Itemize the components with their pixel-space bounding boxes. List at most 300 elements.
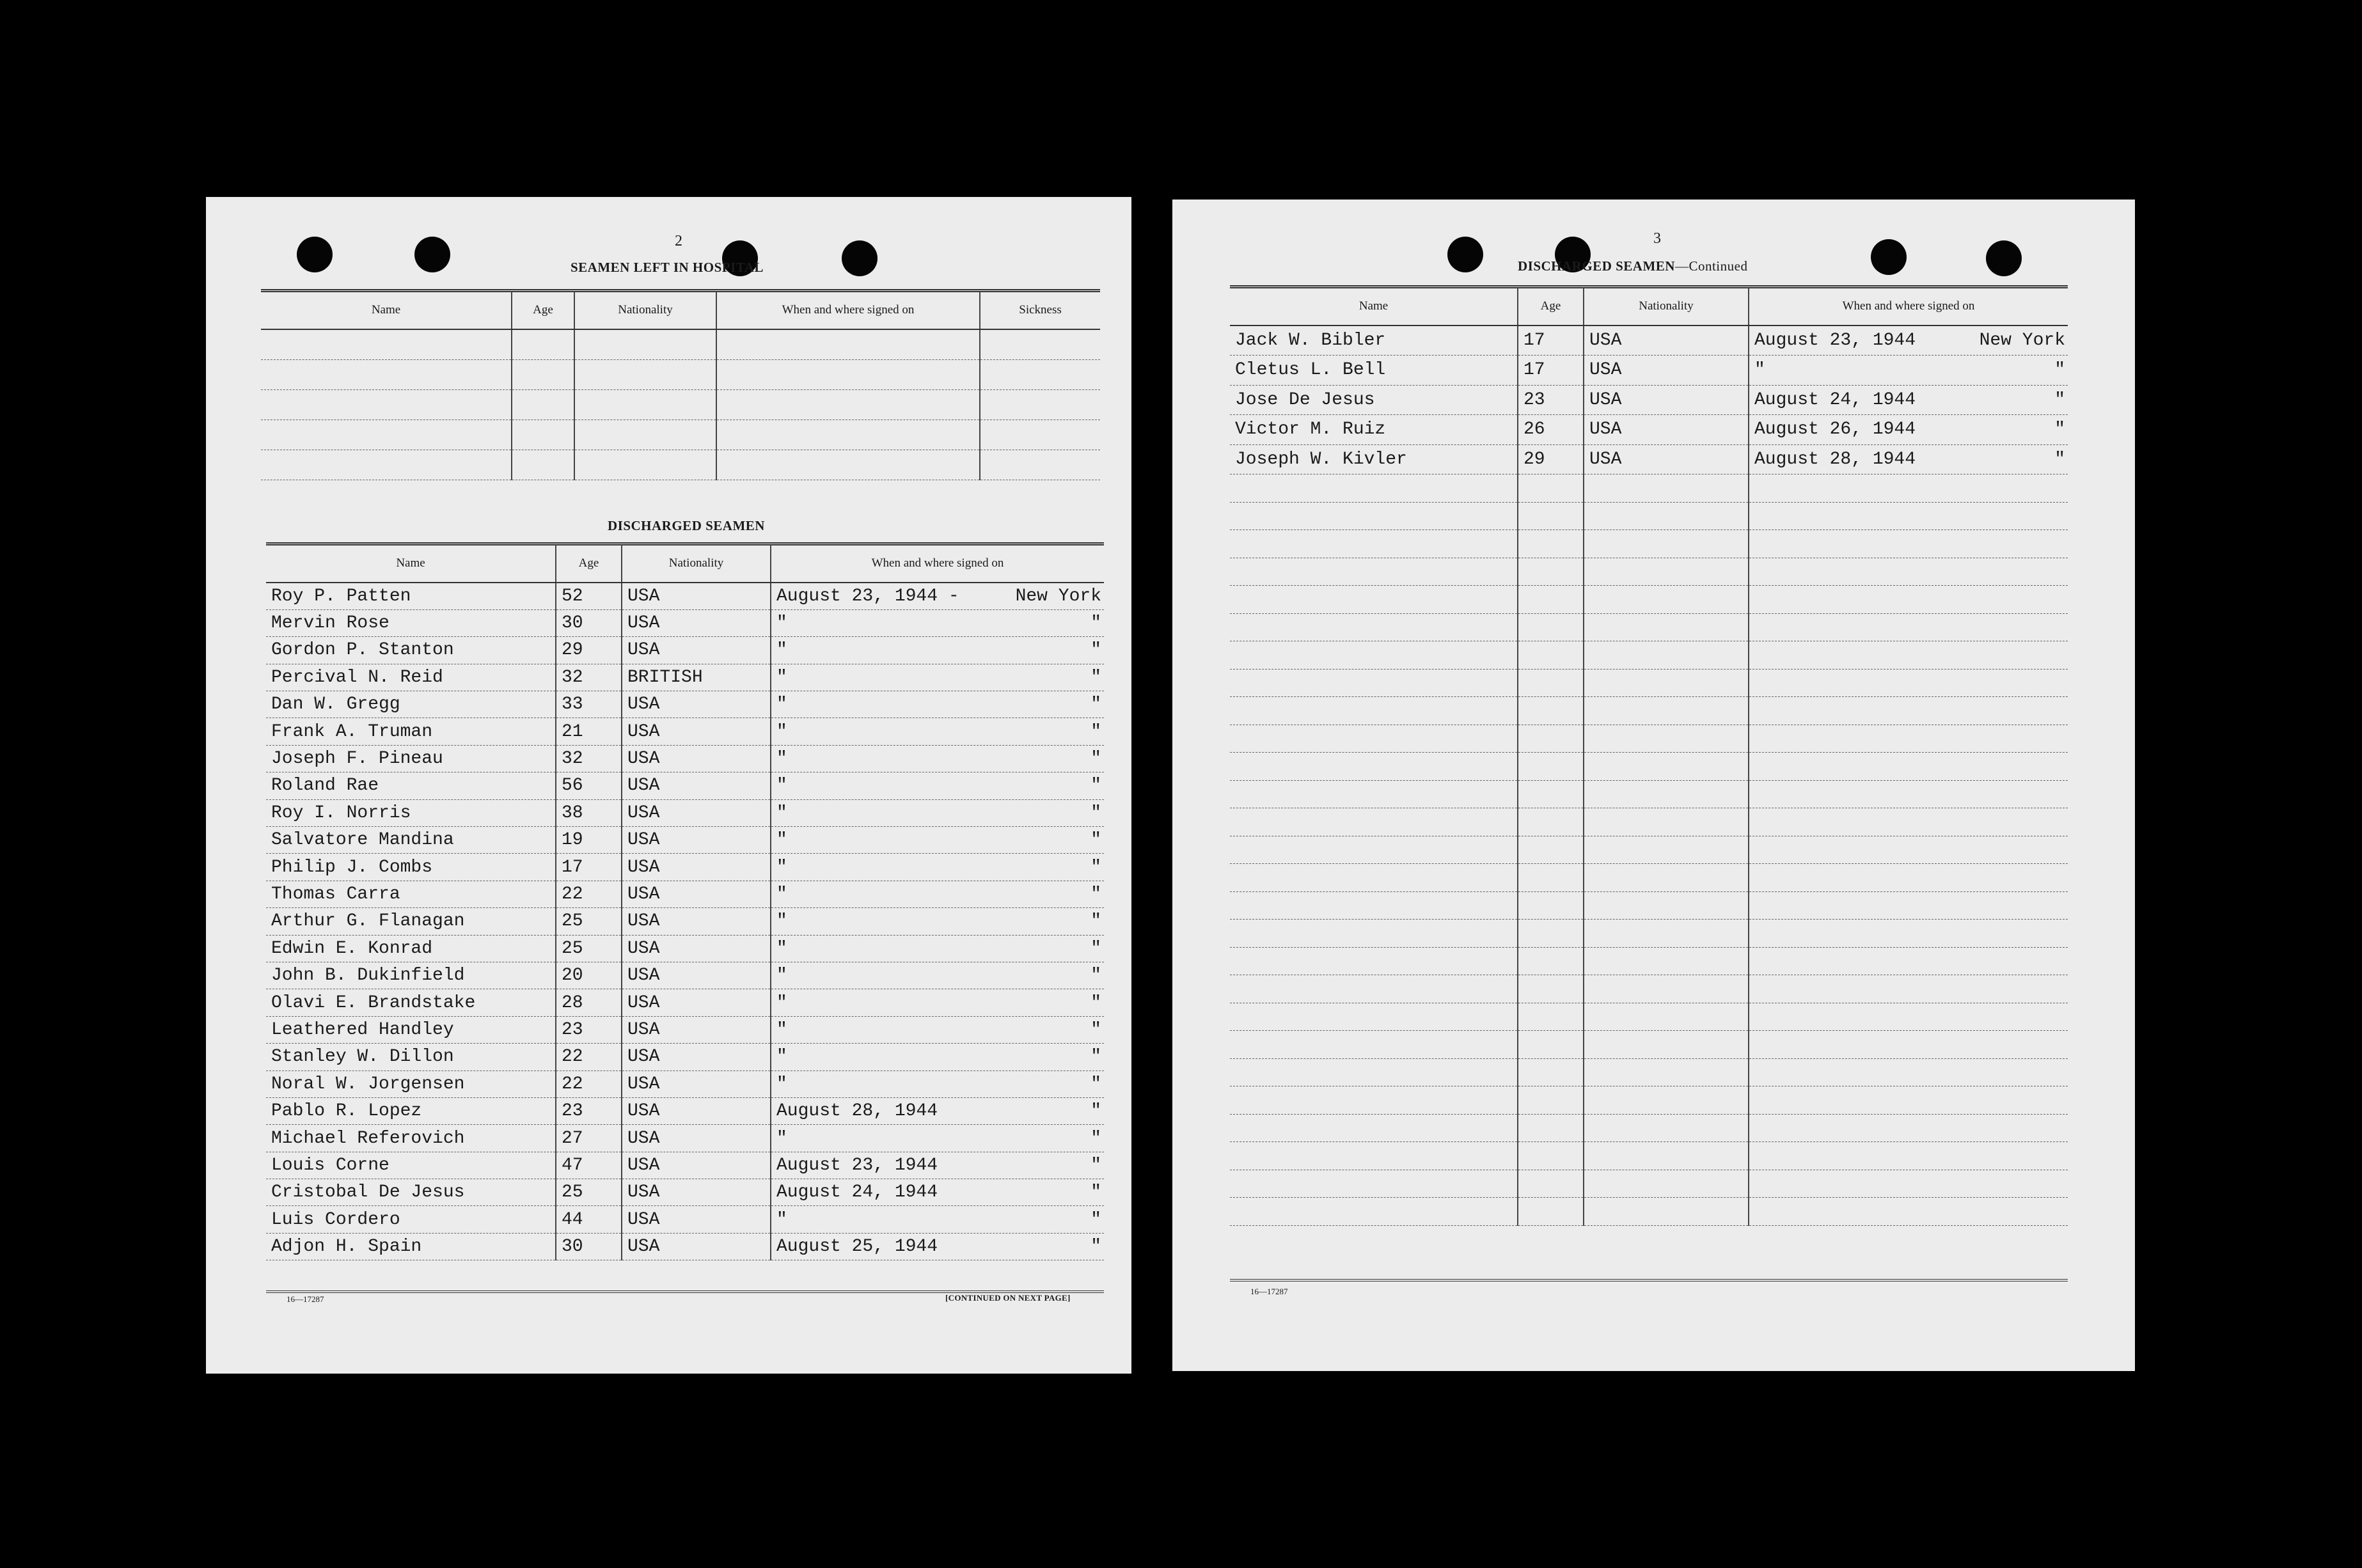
punch-hole bbox=[297, 237, 333, 272]
table-row bbox=[266, 1125, 1104, 1152]
column-header: When and where signed on bbox=[716, 292, 980, 329]
blank-cell bbox=[1584, 1058, 1749, 1086]
signed-on-date: August 26, 1944 bbox=[1754, 419, 1916, 440]
blank-cell bbox=[1584, 975, 1749, 1003]
signed-on-group bbox=[776, 884, 1104, 904]
blank-cell bbox=[1230, 697, 1518, 725]
seaman-age: 47 bbox=[556, 1152, 622, 1179]
blank-cell bbox=[1230, 1114, 1518, 1142]
blank-cell bbox=[512, 450, 574, 480]
signed-on-date: " bbox=[776, 992, 787, 1013]
blank-row bbox=[1230, 1003, 2068, 1031]
blank-cell bbox=[1584, 780, 1749, 808]
table-row bbox=[266, 1097, 1104, 1124]
blank-cell bbox=[1230, 669, 1518, 697]
punch-hole bbox=[1986, 240, 2022, 276]
title-suffix: —Continued bbox=[1674, 258, 1748, 274]
seaman-name: Gordon P. Stanton bbox=[266, 637, 556, 664]
blank-cell bbox=[1518, 780, 1584, 808]
blank-cell bbox=[1584, 891, 1749, 920]
blank-cell bbox=[1749, 1058, 2068, 1086]
signed-on-date: " bbox=[776, 857, 787, 877]
table-row bbox=[266, 691, 1104, 718]
table-row bbox=[1230, 385, 2068, 415]
blank-row bbox=[1230, 1142, 2068, 1170]
punch-hole bbox=[1871, 239, 1907, 275]
signed-on-date: " bbox=[776, 966, 787, 986]
signed-on bbox=[771, 1233, 1104, 1260]
seaman-nationality: USA bbox=[622, 1097, 771, 1124]
blank-cell bbox=[1749, 1003, 2068, 1031]
signed-on-place: " bbox=[2054, 389, 2065, 410]
signed-on-group bbox=[776, 586, 1104, 606]
table-row bbox=[266, 609, 1104, 636]
seaman-age: 52 bbox=[556, 583, 622, 609]
table-row bbox=[266, 908, 1104, 935]
blank-cell bbox=[1518, 1198, 1584, 1226]
seaman-name: Edwin E. Konrad bbox=[266, 935, 556, 962]
table-row bbox=[266, 799, 1104, 826]
blank-cell bbox=[1749, 1142, 2068, 1170]
signed-on bbox=[771, 989, 1104, 1016]
blank-row bbox=[1230, 474, 2068, 503]
blank-cell bbox=[1584, 586, 1749, 614]
blank-cell bbox=[1584, 1003, 1749, 1031]
table-row bbox=[1230, 356, 2068, 386]
signed-on-group bbox=[1754, 390, 2068, 410]
blank-row bbox=[1230, 753, 2068, 781]
blank-cell bbox=[1518, 947, 1584, 975]
seaman-name: Salvatore Mandina bbox=[266, 827, 556, 854]
seaman-name: Noral W. Jorgensen bbox=[266, 1070, 556, 1097]
signed-on-place: " bbox=[1090, 1101, 1101, 1122]
signed-on-date: " bbox=[776, 938, 787, 959]
column-header: Nationality bbox=[574, 292, 716, 329]
signed-on-place: " bbox=[1090, 1182, 1101, 1203]
seaman-age: 32 bbox=[556, 745, 622, 772]
signed-on-date: " bbox=[776, 721, 787, 742]
seaman-name: Roy I. Norris bbox=[266, 799, 556, 826]
column-header: Nationality bbox=[1584, 288, 1749, 325]
signed-on-date: August 23, 1944 bbox=[1754, 331, 1916, 350]
signed-on-place: " bbox=[1090, 1237, 1101, 1257]
table-row bbox=[266, 989, 1104, 1016]
signed-on-group bbox=[776, 776, 1104, 796]
blank-cell bbox=[1749, 1198, 2068, 1226]
signed-on-place: " bbox=[1090, 857, 1101, 877]
seaman-name: Luis Cordero bbox=[266, 1206, 556, 1233]
signed-on-group bbox=[776, 1182, 1104, 1202]
seaman-age: 30 bbox=[556, 609, 622, 636]
seaman-age: 26 bbox=[1518, 415, 1584, 445]
seaman-name: Stanley W. Dillon bbox=[266, 1044, 556, 1070]
blank-cell bbox=[1518, 1114, 1584, 1142]
blank-cell bbox=[1518, 474, 1584, 503]
signed-on bbox=[771, 691, 1104, 718]
seaman-age: 30 bbox=[556, 1233, 622, 1260]
blank-row bbox=[1230, 1170, 2068, 1198]
blank-row bbox=[1230, 1031, 2068, 1059]
blank-cell bbox=[1230, 1198, 1518, 1226]
column-header: Age bbox=[512, 292, 574, 329]
signed-on-group bbox=[776, 858, 1104, 877]
blank-row bbox=[261, 359, 1100, 389]
signed-on-date: " bbox=[776, 1047, 787, 1067]
blank-cell bbox=[1584, 613, 1749, 641]
seaman-name: Joseph W. Kivler bbox=[1230, 444, 1518, 474]
column-header: Name bbox=[261, 292, 512, 329]
column-header: Age bbox=[556, 545, 622, 583]
seaman-age: 20 bbox=[556, 962, 622, 989]
seaman-age: 23 bbox=[556, 1016, 622, 1043]
signed-on-date: " bbox=[776, 749, 787, 769]
blank-row bbox=[1230, 1058, 2068, 1086]
blank-cell bbox=[1230, 780, 1518, 808]
table-row bbox=[1230, 325, 2068, 356]
signed-on-date: " bbox=[1754, 360, 1765, 380]
seaman-nationality: USA bbox=[622, 1070, 771, 1097]
blank-cell bbox=[1230, 725, 1518, 753]
right-bottom-rule bbox=[1230, 1279, 2068, 1282]
signed-on-date: " bbox=[776, 803, 787, 823]
signed-on-group bbox=[1754, 360, 2068, 380]
signed-on-place: " bbox=[2054, 360, 2065, 380]
blank-cell bbox=[1230, 891, 1518, 920]
left-page bbox=[206, 197, 1131, 1374]
blank-cell bbox=[1518, 530, 1584, 558]
blank-cell bbox=[512, 359, 574, 389]
seaman-name: Pablo R. Lopez bbox=[266, 1097, 556, 1124]
signed-on-place: " bbox=[1090, 776, 1101, 796]
seaman-nationality: USA bbox=[1584, 356, 1749, 386]
seaman-nationality: USA bbox=[622, 827, 771, 854]
signed-on-group bbox=[776, 1210, 1104, 1230]
signed-on bbox=[771, 583, 1104, 609]
seaman-name: Mervin Rose bbox=[266, 609, 556, 636]
blank-cell bbox=[1584, 808, 1749, 836]
table-row bbox=[266, 1152, 1104, 1179]
signed-on bbox=[771, 1070, 1104, 1097]
seaman-age: 21 bbox=[556, 718, 622, 745]
signed-on-date: " bbox=[776, 667, 787, 687]
blank-row bbox=[1230, 697, 2068, 725]
blank-cell bbox=[1749, 1114, 2068, 1142]
signed-on bbox=[771, 745, 1104, 772]
signed-on-date: August 24, 1944 bbox=[776, 1182, 938, 1203]
right-page bbox=[1172, 200, 2135, 1371]
blank-cell bbox=[1230, 1003, 1518, 1031]
signed-on-group bbox=[776, 1074, 1104, 1094]
seaman-nationality: USA bbox=[622, 854, 771, 881]
blank-cell bbox=[980, 450, 1100, 480]
table-row bbox=[266, 962, 1104, 989]
blank-cell bbox=[1584, 558, 1749, 586]
seaman-name: Adjon H. Spain bbox=[266, 1233, 556, 1260]
column-header: When and where signed on bbox=[771, 545, 1104, 583]
seaman-nationality: USA bbox=[622, 1179, 771, 1206]
signed-on bbox=[771, 881, 1104, 907]
blank-row bbox=[1230, 1086, 2068, 1115]
signed-on bbox=[771, 609, 1104, 636]
table-row bbox=[266, 935, 1104, 962]
blank-cell bbox=[1749, 530, 2068, 558]
seaman-name: Arthur G. Flanagan bbox=[266, 908, 556, 935]
blank-cell bbox=[1749, 697, 2068, 725]
blank-cell bbox=[1584, 1114, 1749, 1142]
signed-on bbox=[771, 1097, 1104, 1124]
blank-cell bbox=[1518, 753, 1584, 781]
signed-on-date: August 28, 1944 bbox=[1754, 449, 1916, 469]
seaman-name: Dan W. Gregg bbox=[266, 691, 556, 718]
hospital-section-title: SEAMEN LEFT IN HOSPITAL bbox=[571, 260, 764, 275]
table-row bbox=[266, 881, 1104, 907]
seaman-nationality: USA bbox=[622, 691, 771, 718]
signed-on-place: " bbox=[2054, 449, 2065, 469]
blank-cell bbox=[1749, 1031, 2068, 1059]
discharged-table bbox=[266, 545, 1104, 1260]
blank-cell bbox=[1518, 641, 1584, 670]
page-number: 2 bbox=[675, 233, 682, 249]
blank-cell bbox=[716, 359, 980, 389]
signed-on-place: " bbox=[1090, 721, 1101, 742]
blank-cell bbox=[1584, 669, 1749, 697]
signed-on bbox=[771, 1206, 1104, 1233]
signed-on bbox=[771, 1179, 1104, 1206]
seaman-age: 23 bbox=[556, 1097, 622, 1124]
seaman-nationality: USA bbox=[1584, 444, 1749, 474]
blank-cell bbox=[1518, 725, 1584, 753]
seaman-nationality: USA bbox=[622, 1044, 771, 1070]
blank-cell bbox=[1518, 836, 1584, 864]
signed-on bbox=[771, 718, 1104, 745]
blank-cell bbox=[1749, 753, 2068, 781]
seaman-age: 27 bbox=[556, 1125, 622, 1152]
blank-cell bbox=[1584, 1031, 1749, 1059]
blank-cell bbox=[1584, 864, 1749, 892]
blank-cell bbox=[1584, 947, 1749, 975]
blank-row bbox=[261, 389, 1100, 419]
seaman-name: Louis Corne bbox=[266, 1152, 556, 1179]
blank-cell bbox=[1230, 1058, 1518, 1086]
blank-cell bbox=[1518, 808, 1584, 836]
signed-on-place: " bbox=[1090, 640, 1101, 661]
blank-row bbox=[1230, 864, 2068, 892]
signed-on-place: " bbox=[1090, 966, 1101, 986]
signed-on-group bbox=[776, 722, 1104, 742]
blank-cell bbox=[1518, 1142, 1584, 1170]
blank-cell bbox=[1230, 502, 1518, 530]
blank-row bbox=[1230, 808, 2068, 836]
signed-on-place: New York bbox=[1015, 586, 1101, 606]
blank-cell bbox=[1584, 1086, 1749, 1115]
blank-cell bbox=[980, 329, 1100, 359]
seaman-nationality: USA bbox=[1584, 385, 1749, 415]
blank-cell bbox=[1230, 753, 1518, 781]
blank-row bbox=[1230, 891, 2068, 920]
blank-cell bbox=[1749, 1170, 2068, 1198]
column-header: When and where signed on bbox=[1749, 288, 2068, 325]
table-row bbox=[1230, 415, 2068, 445]
blank-cell bbox=[1584, 725, 1749, 753]
signed-on-group bbox=[776, 640, 1104, 660]
seaman-nationality: USA bbox=[622, 935, 771, 962]
seaman-age: 22 bbox=[556, 1044, 622, 1070]
blank-cell bbox=[1518, 864, 1584, 892]
blank-cell bbox=[1230, 1031, 1518, 1059]
signed-on-group bbox=[1754, 450, 2068, 469]
blank-cell bbox=[1230, 530, 1518, 558]
table-row bbox=[266, 1044, 1104, 1070]
blank-cell bbox=[1584, 530, 1749, 558]
blank-cell bbox=[1518, 669, 1584, 697]
blank-row bbox=[1230, 530, 2068, 558]
signed-on-group bbox=[776, 1237, 1104, 1257]
blank-cell bbox=[574, 419, 716, 450]
signed-on-group bbox=[776, 1020, 1104, 1040]
blank-cell bbox=[1749, 474, 2068, 503]
blank-cell bbox=[1749, 1086, 2068, 1115]
seaman-age: 56 bbox=[556, 772, 622, 799]
blank-row bbox=[1230, 669, 2068, 697]
seaman-nationality: USA bbox=[1584, 415, 1749, 445]
seaman-nationality: BRITISH bbox=[622, 664, 771, 691]
blank-cell bbox=[1584, 920, 1749, 948]
signed-on bbox=[1749, 385, 2068, 415]
blank-cell bbox=[574, 359, 716, 389]
blank-cell bbox=[1749, 920, 2068, 948]
blank-cell bbox=[261, 359, 512, 389]
seaman-age: 17 bbox=[556, 854, 622, 881]
signed-on-group bbox=[776, 1101, 1104, 1121]
signed-on-group bbox=[776, 1156, 1104, 1175]
signed-on-date: " bbox=[776, 911, 787, 932]
blank-cell bbox=[574, 450, 716, 480]
table-row bbox=[266, 772, 1104, 799]
blank-cell bbox=[1230, 1142, 1518, 1170]
blank-cell bbox=[1230, 1086, 1518, 1115]
blank-cell bbox=[1749, 558, 2068, 586]
blank-cell bbox=[1584, 697, 1749, 725]
form-number: 16—17287 bbox=[1250, 1287, 1288, 1296]
signed-on-date: " bbox=[776, 1209, 787, 1230]
blank-cell bbox=[716, 419, 980, 450]
table-row bbox=[266, 1179, 1104, 1206]
blank-row bbox=[1230, 836, 2068, 864]
blank-row bbox=[1230, 780, 2068, 808]
form-number: 16—17287 bbox=[287, 1294, 324, 1304]
blank-cell bbox=[1518, 1031, 1584, 1059]
blank-cell bbox=[261, 389, 512, 419]
signed-on-date: August 24, 1944 bbox=[1754, 389, 1916, 410]
blank-cell bbox=[1584, 474, 1749, 503]
table-row bbox=[266, 718, 1104, 745]
seaman-nationality: USA bbox=[622, 962, 771, 989]
blank-cell bbox=[1230, 613, 1518, 641]
seaman-age: 38 bbox=[556, 799, 622, 826]
seaman-name: Cristobal De Jesus bbox=[266, 1179, 556, 1206]
seaman-age: 25 bbox=[556, 1179, 622, 1206]
signed-on-group bbox=[776, 1047, 1104, 1067]
table-row bbox=[266, 583, 1104, 609]
signed-on bbox=[771, 664, 1104, 691]
blank-cell bbox=[1749, 725, 2068, 753]
seaman-age: 19 bbox=[556, 827, 622, 854]
seaman-age: 29 bbox=[556, 637, 622, 664]
seaman-age: 33 bbox=[556, 691, 622, 718]
signed-on-place: New York bbox=[1979, 331, 2065, 350]
blank-cell bbox=[1749, 641, 2068, 670]
blank-cell bbox=[512, 389, 574, 419]
seaman-nationality: USA bbox=[622, 989, 771, 1016]
table-row bbox=[1230, 444, 2068, 474]
seaman-name: Victor M. Ruiz bbox=[1230, 415, 1518, 445]
blank-cell bbox=[1749, 864, 2068, 892]
blank-cell bbox=[1518, 1058, 1584, 1086]
blank-row bbox=[1230, 558, 2068, 586]
seaman-name: Frank A. Truman bbox=[266, 718, 556, 745]
seaman-age: 22 bbox=[556, 1070, 622, 1097]
discharged-continued-title bbox=[1518, 258, 1747, 274]
blank-cell bbox=[1518, 975, 1584, 1003]
seaman-nationality: USA bbox=[622, 583, 771, 609]
seaman-nationality: USA bbox=[622, 908, 771, 935]
signed-on-place: " bbox=[1090, 667, 1101, 687]
blank-cell bbox=[1230, 975, 1518, 1003]
column-header: Name bbox=[266, 545, 556, 583]
seaman-name: Cletus L. Bell bbox=[1230, 356, 1518, 386]
signed-on-group bbox=[776, 830, 1104, 850]
discharged-section-title: DISCHARGED SEAMEN bbox=[608, 518, 765, 533]
blank-row bbox=[1230, 641, 2068, 670]
blank-cell bbox=[1230, 474, 1518, 503]
blank-row bbox=[1230, 502, 2068, 530]
blank-cell bbox=[980, 419, 1100, 450]
signed-on-group bbox=[1754, 419, 2068, 439]
column-header: Nationality bbox=[622, 545, 771, 583]
signed-on-date: August 25, 1944 bbox=[776, 1237, 938, 1257]
table-row bbox=[266, 1233, 1104, 1260]
table-row bbox=[266, 745, 1104, 772]
table-row bbox=[266, 1206, 1104, 1233]
blank-cell bbox=[1230, 641, 1518, 670]
blank-cell bbox=[512, 419, 574, 450]
signed-on-date: August 23, 1944 bbox=[776, 1155, 938, 1175]
seaman-nationality: USA bbox=[622, 745, 771, 772]
blank-row bbox=[1230, 975, 2068, 1003]
signed-on-group bbox=[1754, 331, 2068, 350]
signed-on-date: August 28, 1944 bbox=[776, 1101, 938, 1122]
blank-cell bbox=[1749, 891, 2068, 920]
seaman-age: 17 bbox=[1518, 325, 1584, 356]
signed-on-place: " bbox=[1090, 992, 1101, 1013]
blank-cell bbox=[1584, 641, 1749, 670]
blank-cell bbox=[716, 329, 980, 359]
signed-on-group bbox=[776, 749, 1104, 769]
seaman-age: 28 bbox=[556, 989, 622, 1016]
seaman-age: 25 bbox=[556, 935, 622, 962]
seaman-name: Percival N. Reid bbox=[266, 664, 556, 691]
table-row bbox=[266, 1070, 1104, 1097]
seaman-nationality: USA bbox=[622, 1125, 771, 1152]
blank-cell bbox=[1749, 669, 2068, 697]
blank-cell bbox=[1230, 808, 1518, 836]
signed-on-place: " bbox=[1090, 884, 1101, 904]
blank-cell bbox=[1749, 502, 2068, 530]
blank-cell bbox=[261, 329, 512, 359]
punch-hole bbox=[842, 240, 878, 276]
signed-on-place: " bbox=[1090, 613, 1101, 634]
seaman-age: 23 bbox=[1518, 385, 1584, 415]
